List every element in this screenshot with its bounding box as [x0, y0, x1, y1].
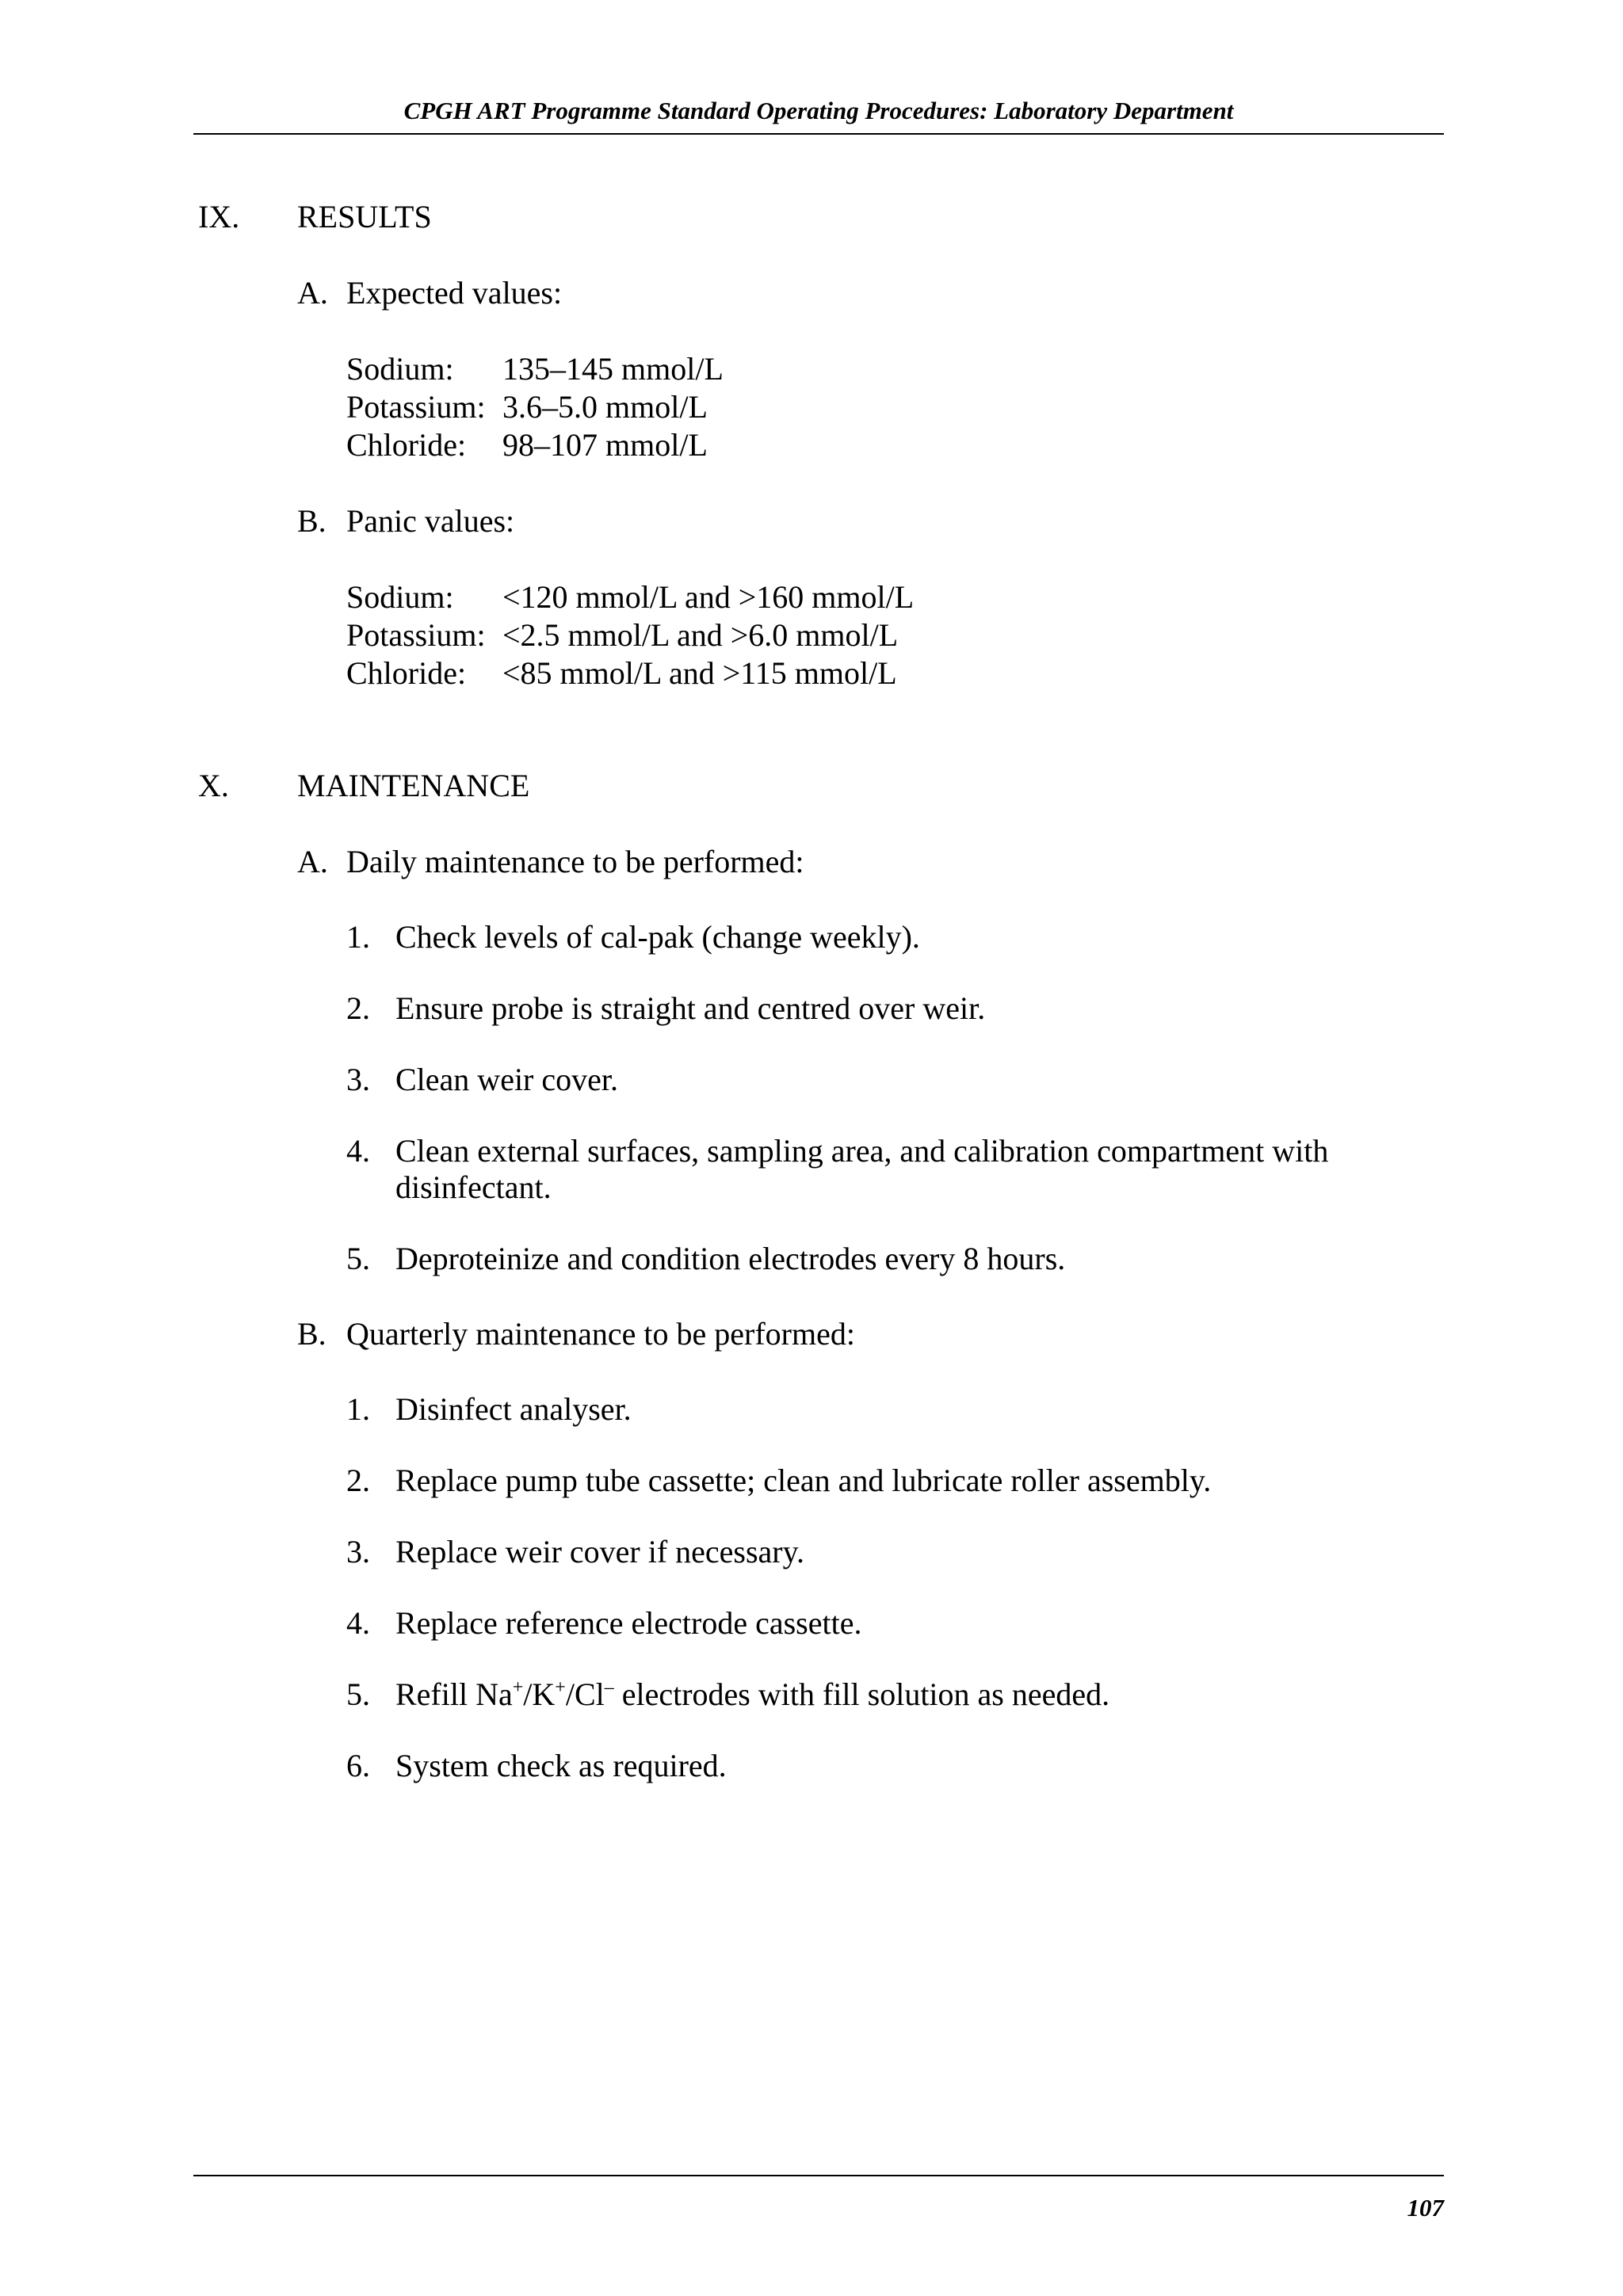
analyte-label: Potassium:	[346, 389, 486, 425]
section-ix-title: RESULTS	[297, 199, 432, 235]
item-number: 5.	[346, 1241, 370, 1276]
text-segment: /K	[523, 1676, 556, 1712]
item-number: 3.	[346, 1062, 370, 1097]
item-text: Ensure probe is straight and centred over weir.	[395, 990, 986, 1026]
analyte-label: Sodium:	[346, 579, 454, 615]
analyte-label: Chloride:	[346, 655, 467, 691]
item-number: 1.	[346, 919, 370, 955]
item-number: 4.	[346, 1605, 370, 1641]
item-text: Replace reference electrode cassette.	[395, 1605, 862, 1641]
footer-rule	[193, 2175, 1444, 2176]
subsection-letter: B.	[297, 1316, 327, 1352]
item-text: Deproteinize and condition electrodes every 8 hours.	[395, 1241, 1066, 1276]
analyte-value: 98–107 mmol/L	[502, 427, 708, 463]
item-number: 5.	[346, 1676, 370, 1712]
subsection-title-daily-maintenance: Daily maintenance to be performed:	[346, 844, 804, 879]
item-text: Replace weir cover if necessary.	[395, 1534, 805, 1569]
item-number: 2.	[346, 1463, 370, 1498]
subsection-letter: B.	[297, 503, 327, 539]
analyte-value: <85 mmol/L and >115 mmol/L	[502, 655, 897, 691]
subsection-title-expected-values: Expected values:	[346, 275, 563, 311]
section-ix-numeral: IX.	[198, 199, 240, 235]
section-x-title: MAINTENANCE	[297, 768, 530, 803]
text-segment: electrodes with fill solution as needed.	[613, 1676, 1110, 1712]
item-number: 4.	[346, 1133, 370, 1169]
analyte-label: Potassium:	[346, 617, 486, 653]
item-text: Check levels of cal-pak (change weekly).	[395, 919, 920, 955]
item-number: 1.	[346, 1391, 370, 1427]
subsection-title-quarterly-maintenance: Quarterly maintenance to be performed:	[346, 1316, 855, 1352]
page-number: 107	[1407, 2194, 1444, 2222]
item-number: 6.	[346, 1748, 370, 1783]
section-x-numeral: X.	[198, 768, 229, 803]
item-number: 3.	[346, 1534, 370, 1569]
item-number: 2.	[346, 990, 370, 1026]
subsection-letter: A.	[297, 844, 328, 879]
item-text: Replace pump tube cassette; clean and lubricate roller assembly.	[395, 1463, 1212, 1498]
item-text: Disinfect analyser.	[395, 1391, 632, 1427]
item-text: Clean weir cover.	[395, 1062, 618, 1097]
subsection-letter: A.	[297, 275, 328, 311]
text-segment: Refill Na	[395, 1676, 513, 1712]
analyte-value: <2.5 mmol/L and >6.0 mmol/L	[502, 617, 899, 653]
analyte-label: Chloride:	[346, 427, 467, 463]
superscript-plus: +	[555, 1677, 566, 1698]
analyte-value: <120 mmol/L and >160 mmol/L	[502, 579, 915, 615]
running-header: CPGH ART Programme Standard Operating Procedures: Laboratory Department	[403, 97, 1234, 124]
subsection-title-panic-values: Panic values:	[346, 503, 515, 539]
item-text: System check as required.	[395, 1748, 727, 1783]
superscript-plus: +	[512, 1677, 524, 1698]
superscript-minus: –	[604, 1677, 614, 1698]
analyte-value: 3.6–5.0 mmol/L	[502, 389, 708, 425]
analyte-label: Sodium:	[346, 351, 454, 387]
analyte-value: 135–145 mmol/L	[502, 351, 724, 387]
item-text: Clean external surfaces, sampling area, and calibration compartment with disinfectant.	[395, 1133, 1329, 1205]
header-rule	[193, 133, 1444, 135]
text-segment: /Cl	[565, 1676, 605, 1712]
item-text-electrode-refill	[395, 1676, 1442, 1713]
